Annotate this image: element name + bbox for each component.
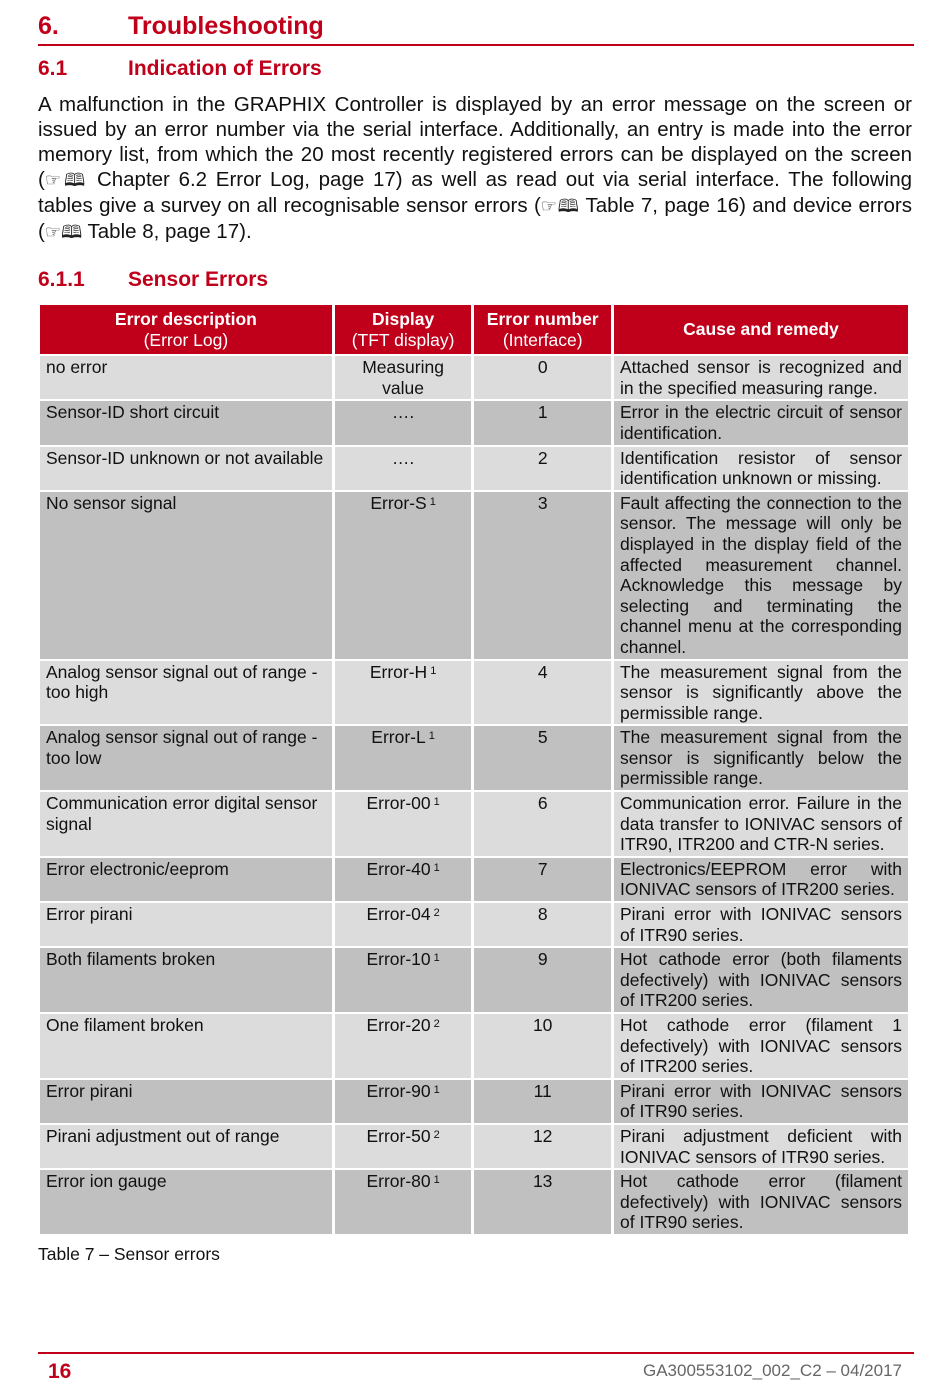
cause-remedy-cell: Hot cathode error (filament 1 defectively) with IONIVAC sensors of ITR200 series. bbox=[614, 1014, 908, 1078]
header-error-description-sub: (Error Log) bbox=[143, 329, 229, 350]
chapter-reference-text: Chapter 6.2 Error Log, page 17 bbox=[96, 168, 396, 191]
display-cell bbox=[335, 492, 472, 659]
error-number-cell: 4 bbox=[474, 661, 611, 725]
error-number-cell: 10 bbox=[474, 1014, 611, 1078]
error-number-cell: 7 bbox=[474, 858, 611, 901]
display-value: Error-00 bbox=[366, 793, 431, 814]
table-caption: Table 7 – Sensor errors bbox=[38, 1244, 220, 1264]
footnote-marker: 2 bbox=[433, 1018, 440, 1030]
display-value: …. bbox=[391, 402, 415, 423]
header-cause-remedy bbox=[614, 305, 908, 354]
table-row bbox=[40, 792, 908, 856]
footnote-marker: 1 bbox=[433, 861, 440, 874]
display-value: Error-50 bbox=[366, 1125, 431, 1146]
cause-remedy-cell: Attached sensor is recognized and in the specified measuring range. bbox=[614, 356, 908, 399]
table8-reference-text: Table 8, page 17 bbox=[87, 220, 240, 243]
footnote-marker: 2 bbox=[433, 1128, 440, 1141]
error-description-cell: Both filaments broken bbox=[40, 948, 332, 1012]
page-footer bbox=[38, 1352, 914, 1388]
error-description-cell: Error pirani bbox=[40, 903, 332, 946]
cause-remedy-cell: Fault affecting the connection to the sensor. The message will only be displayed in the display field of the affected measurement channel. Acknowledge this message by selecting and terminating the channel menu at the corresponding channel. bbox=[614, 492, 908, 659]
error-description-cell: Error pirani bbox=[40, 1080, 332, 1123]
table-row bbox=[40, 1170, 908, 1234]
display-cell bbox=[335, 948, 472, 1012]
cause-remedy-cell: Pirani adjustment deficient with IONIVAC sensors of ITR90 series. bbox=[614, 1125, 908, 1168]
display-value: Error-H bbox=[369, 661, 428, 682]
footnote-marker: 1 bbox=[428, 730, 435, 743]
table-row bbox=[40, 903, 908, 946]
display-cell bbox=[335, 792, 472, 856]
table-row bbox=[40, 726, 908, 790]
error-number-cell: 1 bbox=[474, 401, 611, 444]
header-error-number-sub: (Interface) bbox=[502, 329, 583, 350]
error-description-cell: Sensor-ID short circuit bbox=[40, 401, 332, 444]
error-number-cell: 6 bbox=[474, 792, 611, 856]
table-row bbox=[40, 1125, 908, 1168]
footnote-marker: 1 bbox=[433, 952, 440, 965]
pointing-hand-book-icon: ☞🕮 bbox=[44, 170, 89, 190]
table-row bbox=[40, 858, 908, 901]
cause-remedy-cell: Communication error. Failure in the data transfer to IONIVAC sensors of ITR90, ITR200 and CTR-N series. bbox=[614, 792, 908, 856]
intro-text-1: A malfunction in the GRAPHIX Controller is displayed by an error message on the screen or issued by an error number via the serial interface. Additionally, an entry is made into the error memory list, from which the 20 most recently registered errors can be displayed on the screen ( bbox=[38, 93, 912, 191]
cause-remedy-cell: Pirani error with IONIVAC sensors of ITR90 series. bbox=[614, 903, 908, 946]
header-display bbox=[335, 305, 472, 354]
table-row bbox=[40, 661, 908, 725]
subsection-title: Indication of Errors bbox=[128, 57, 322, 80]
header-error-description bbox=[40, 305, 332, 354]
display-cell bbox=[335, 661, 472, 725]
display-value: Error-S bbox=[370, 492, 427, 513]
display-cell bbox=[335, 1014, 472, 1078]
display-value: …. bbox=[391, 447, 415, 468]
footnote-marker: 1 bbox=[433, 1174, 440, 1187]
cause-remedy-cell: Hot cathode error (both filaments defectively) with IONIVAC sensors of ITR200 series. bbox=[614, 948, 908, 1012]
subsection-number: 6.1 bbox=[38, 57, 68, 80]
table-row bbox=[40, 356, 908, 399]
display-cell bbox=[335, 1080, 472, 1123]
table-header-row bbox=[40, 305, 908, 354]
footnote-marker: 1 bbox=[429, 495, 436, 508]
display-cell bbox=[335, 1125, 472, 1168]
cause-remedy-cell: The measurement signal from the sensor is significantly below the permissible range. bbox=[614, 726, 908, 790]
cause-remedy-cell: Identification resistor of sensor identification unknown or missing. bbox=[614, 447, 908, 490]
error-description-cell: One filament broken bbox=[40, 1014, 332, 1078]
page-number: 16 bbox=[48, 1360, 72, 1383]
error-number-cell: 5 bbox=[474, 726, 611, 790]
header-error-number bbox=[474, 305, 611, 354]
error-description-cell: Communication error digital sensor signal bbox=[40, 792, 332, 856]
table8-reference-link[interactable] bbox=[45, 220, 239, 243]
display-value: Error-10 bbox=[366, 949, 431, 970]
error-number-cell: 3 bbox=[474, 492, 611, 659]
display-value: Error-80 bbox=[366, 1171, 431, 1192]
intro-text-3: ) and device errors ( bbox=[38, 194, 913, 243]
footnote-marker: 1 bbox=[430, 664, 437, 677]
table-row bbox=[40, 492, 908, 659]
display-value: Error-40 bbox=[366, 858, 431, 879]
pointing-hand-book-icon: ☞🕮 bbox=[540, 196, 580, 216]
error-description-cell: Analog sensor signal out of range - too high bbox=[40, 661, 332, 725]
document-id: GA300553102_002_C2 – 04/2017 bbox=[642, 1361, 902, 1380]
error-number-cell: 13 bbox=[474, 1170, 611, 1234]
error-number-cell: 9 bbox=[474, 948, 611, 1012]
table7-reference-text: Table 7, page 16 bbox=[585, 194, 740, 217]
error-number-cell: 8 bbox=[474, 903, 611, 946]
error-number-cell: 0 bbox=[474, 356, 611, 399]
error-description-cell: no error bbox=[40, 356, 332, 399]
footnote-marker: 1 bbox=[433, 796, 440, 809]
display-value: Error-04 bbox=[366, 904, 431, 925]
table-row bbox=[40, 447, 908, 490]
display-cell bbox=[335, 903, 472, 946]
table-row bbox=[40, 1014, 908, 1078]
header-display-sub: (TFT display) bbox=[351, 329, 455, 350]
intro-paragraph bbox=[38, 92, 912, 245]
chapter-reference-link[interactable] bbox=[45, 168, 396, 191]
header-error-number-label: Error number bbox=[486, 309, 599, 329]
table-row bbox=[40, 1080, 908, 1123]
error-description-cell: Error electronic/eeprom bbox=[40, 858, 332, 901]
display-cell bbox=[335, 1170, 472, 1234]
error-description-cell: Pirani adjustment out of range bbox=[40, 1125, 332, 1168]
cause-remedy-cell: The measurement signal from the sensor is significantly above the permissible range. bbox=[614, 661, 908, 725]
section-title: Troubleshooting bbox=[128, 12, 324, 40]
cause-remedy-cell: Electronics/EEPROM error with IONIVAC sensors of ITR200 series. bbox=[614, 858, 908, 901]
footnote-marker: 1 bbox=[433, 1083, 440, 1096]
subsubsection-title: Sensor Errors bbox=[128, 268, 269, 291]
error-number-cell: 2 bbox=[474, 447, 611, 490]
header-display-label: Display bbox=[371, 309, 435, 329]
display-cell bbox=[335, 858, 472, 901]
display-value: Measuring value bbox=[362, 357, 444, 398]
table-body bbox=[40, 356, 908, 1234]
error-description-cell: No sensor signal bbox=[40, 492, 332, 659]
display-value: Error-20 bbox=[366, 1015, 431, 1035]
display-value: Error-L bbox=[371, 727, 426, 748]
display-value: Error-90 bbox=[366, 1080, 431, 1101]
cause-remedy-cell: Hot cathode error (filament defectively) with IONIVAC sensors of ITR90 series. bbox=[614, 1170, 908, 1234]
error-description-cell: Sensor-ID unknown or not available bbox=[40, 447, 332, 490]
table-row bbox=[40, 401, 908, 444]
header-cause-remedy-label: Cause and remedy bbox=[683, 319, 839, 340]
display-cell bbox=[335, 401, 472, 444]
sensor-errors-table bbox=[37, 303, 911, 1236]
section-heading bbox=[38, 10, 914, 46]
intro-text-2: ) as well as read out via serial interface. The following tables give a survey on all recognisable sensor errors ( bbox=[38, 168, 913, 217]
display-cell bbox=[335, 356, 472, 399]
intro-text-4: ). bbox=[239, 220, 252, 243]
error-description-cell: Error ion gauge bbox=[40, 1170, 332, 1234]
header-error-description-label: Error description bbox=[114, 309, 257, 329]
section-number: 6. bbox=[38, 12, 59, 40]
display-cell bbox=[335, 447, 472, 490]
error-number-cell: 11 bbox=[474, 1080, 611, 1123]
error-description-cell: Analog sensor signal out of range - too low bbox=[40, 726, 332, 790]
cause-remedy-cell: Pirani error with IONIVAC sensors of ITR90 series. bbox=[614, 1080, 908, 1123]
subsubsection-number: 6.1.1 bbox=[38, 268, 85, 291]
cause-remedy-cell: Error in the electric circuit of sensor identification. bbox=[614, 401, 908, 444]
table-row bbox=[40, 948, 908, 1012]
error-number-cell: 12 bbox=[474, 1125, 611, 1168]
pointing-hand-book-icon: ☞🕮 bbox=[44, 222, 83, 242]
footnote-marker: 2 bbox=[433, 907, 440, 920]
table7-reference-link[interactable] bbox=[541, 194, 739, 217]
display-cell bbox=[335, 726, 472, 790]
